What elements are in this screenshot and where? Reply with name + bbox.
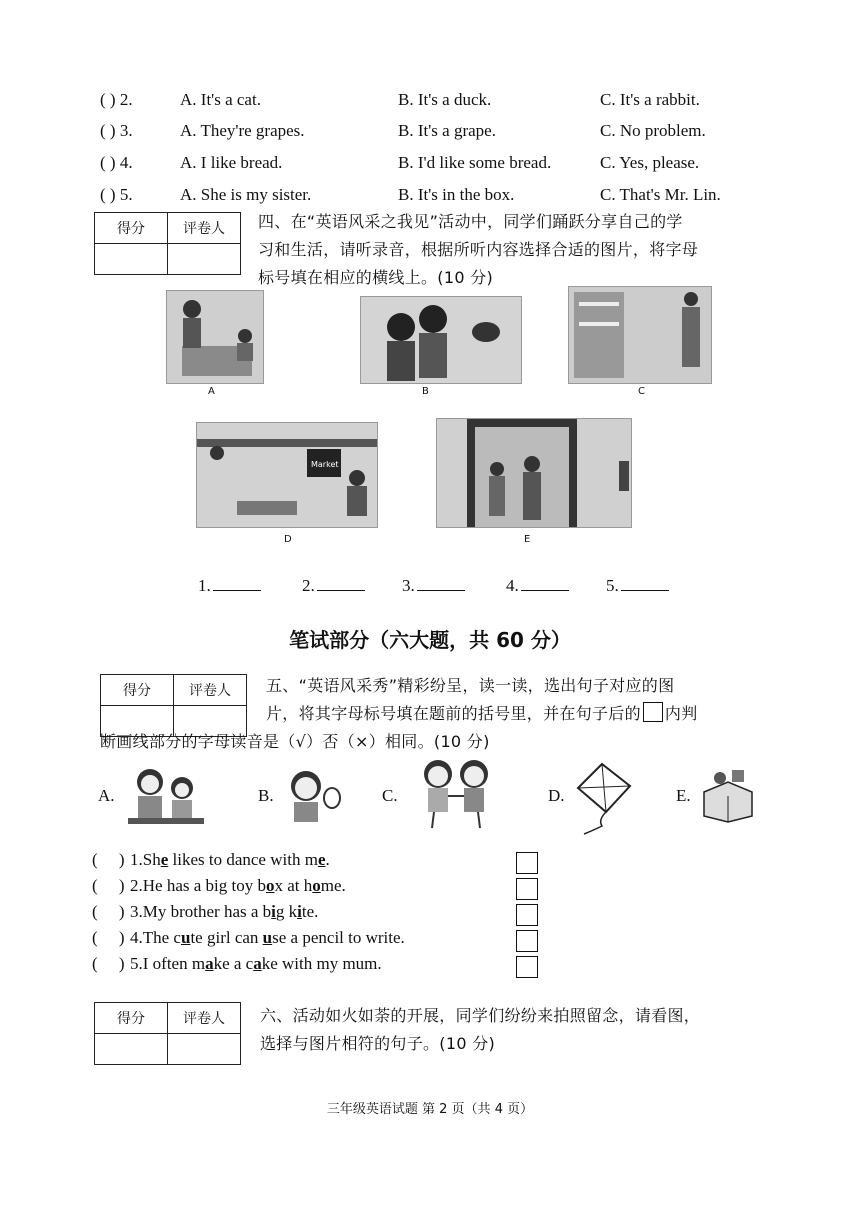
answer-blank-5[interactable]: [606, 576, 669, 596]
answer-paren[interactable]: ( ): [92, 850, 125, 869]
score-header: 得分: [95, 213, 168, 244]
family-dinner-illustration: [167, 291, 263, 383]
option-b: B. It's in the box.: [398, 185, 515, 204]
choice-e-toybox-picture: [698, 766, 758, 824]
answer-blank-2[interactable]: [302, 576, 365, 596]
option-b: B. It's a duck.: [398, 90, 492, 109]
judge-checkbox-5[interactable]: [516, 956, 538, 978]
family-doorway-illustration: [437, 419, 631, 527]
blank-number: 5.: [606, 576, 619, 595]
option-a: A. It's a cat.: [180, 90, 261, 109]
grader-header: 评卷人: [168, 213, 241, 244]
section4-line2: 习和生活，请听录音，根据所听内容选择合适的图片，将字母: [258, 240, 699, 259]
sentence-4: [92, 928, 405, 948]
section6-line2: 选择与图片相符的句子。(10 分): [260, 1034, 496, 1053]
judge-checkbox-3[interactable]: [516, 904, 538, 926]
answer-paren[interactable]: ( ): [92, 928, 125, 947]
option-c: C. It's a rabbit.: [600, 90, 700, 109]
choice-e-letter: E.: [676, 786, 691, 805]
answer-blank-3[interactable]: [402, 576, 465, 596]
choice-c-letter: C.: [382, 786, 398, 805]
children-with-pets-illustration: [361, 297, 521, 383]
option-a: A. They're grapes.: [180, 121, 305, 140]
sentence-text: 2.He has a big toy box at home.: [130, 876, 346, 895]
grader-header: 评卷人: [174, 675, 247, 706]
option-c: C. No problem.: [600, 121, 706, 140]
judge-checkbox-2[interactable]: [516, 878, 538, 900]
answer-blank-4[interactable]: [506, 576, 569, 596]
grader-cell[interactable]: [168, 1034, 241, 1065]
judge-checkbox-4[interactable]: [516, 930, 538, 952]
sentence-1: [92, 850, 330, 870]
choice-b-girl-picture: [280, 764, 344, 826]
section4-instructions-cont: [94, 236, 784, 292]
option-a: A. I like bread.: [180, 153, 283, 172]
section6-line1: 六、活动如火如荼的开展，同学们纷纷来拍照留念，请看图，: [260, 1006, 701, 1025]
question-number: ( ) 3.: [100, 121, 133, 140]
section4-line1: 四、在“英语风采之我见”活动中，同学们踊跃分享自己的学: [258, 212, 683, 231]
score-table-section6: [94, 1002, 241, 1065]
answer-blank-1[interactable]: [198, 576, 261, 596]
section4-line3: 标号填在相应的横线上。(10 分): [258, 268, 494, 287]
section5-line2-text: 片，将其字母标号填在题前的括号里，并在句子后的: [266, 704, 641, 723]
written-part-title: 笔试部分（六大题，共 60 分）: [289, 628, 571, 652]
option-c: C. Yes, please.: [600, 153, 700, 172]
option-a: A. She is my sister.: [180, 185, 312, 204]
grader-header: 评卷人: [168, 1003, 241, 1034]
picture-c-label: C: [638, 386, 645, 397]
score-cell[interactable]: [95, 1034, 168, 1065]
picture-e-doorway: [436, 418, 632, 528]
answer-paren[interactable]: ( ): [92, 876, 125, 895]
picture-d-label: D: [284, 534, 292, 545]
option-b: B. I'd like some bread.: [398, 153, 552, 172]
picture-a-dining: [166, 290, 264, 384]
sentence-5: [92, 954, 382, 974]
blank-number: 1.: [198, 576, 211, 595]
question-number: ( ) 2.: [100, 90, 133, 109]
choice-a-baking-picture: [120, 762, 210, 828]
score-header: 得分: [101, 675, 174, 706]
answer-paren[interactable]: ( ): [92, 902, 125, 921]
choice-c-dancing-picture: [408, 756, 504, 832]
picture-b-label: B: [422, 386, 429, 397]
section5-line3: 断画线部分的字母读音是（√）否（×）相同。(10 分): [100, 732, 490, 751]
sentence-text: 1.She likes to dance with me.: [130, 850, 330, 869]
option-b: B. It's a grape.: [398, 121, 496, 140]
section5-line2: [266, 700, 786, 728]
choice-d-kite-picture: [572, 760, 636, 836]
question-number: ( ) 5.: [100, 185, 133, 204]
answer-paren[interactable]: ( ): [92, 954, 125, 973]
kitchen-illustration: [569, 287, 711, 383]
picture-b-pets: [360, 296, 522, 384]
choice-d-letter: D.: [548, 786, 565, 805]
choice-a-letter: A.: [98, 786, 115, 805]
market-sign-text: Market: [311, 460, 339, 469]
blank-number: 2.: [302, 576, 315, 595]
picture-a-label: A: [208, 386, 215, 397]
section4-instructions: [258, 208, 778, 236]
section5-line2-end: 内判: [664, 704, 698, 723]
blank-number: 3.: [402, 576, 415, 595]
judge-checkbox-1[interactable]: [516, 852, 538, 874]
picture-e-label: E: [524, 534, 531, 545]
choice-b-letter: B.: [258, 786, 274, 805]
section5-line1: 五、“英语风采秀”精彩纷呈，读一读，选出句子对应的图: [266, 676, 675, 695]
sentence-text: 4.The cute girl can use a pencil to write.: [130, 928, 405, 947]
checkbox-symbol: [643, 702, 663, 722]
sentence-2: [92, 876, 346, 896]
score-header: 得分: [95, 1003, 168, 1034]
picture-c-kitchen: [568, 286, 712, 384]
blank-number: 4.: [506, 576, 519, 595]
sentence-text: 5.I often make a cake with my mum.: [130, 954, 382, 973]
option-c: C. That's Mr. Lin.: [600, 185, 721, 204]
sentence-3: [92, 902, 318, 922]
market-illustration: [197, 423, 377, 527]
picture-d-market: [196, 422, 378, 528]
sentence-text: 3.My brother has a big kite.: [130, 902, 319, 921]
question-number: ( ) 4.: [100, 153, 133, 172]
page-footer: 三年级英语试题 第 2 页（共 4 页）: [326, 1102, 534, 1117]
